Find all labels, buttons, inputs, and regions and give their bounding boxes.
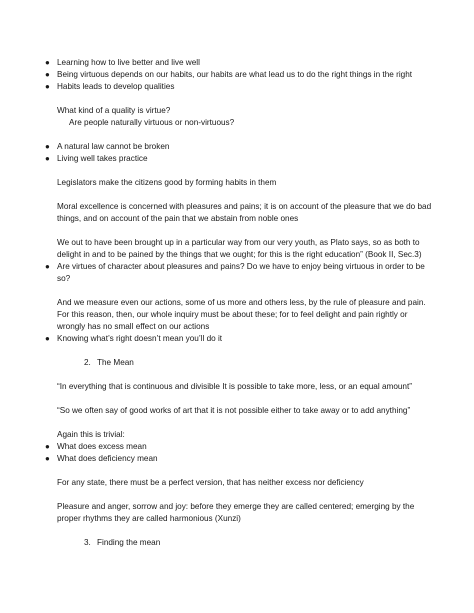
- list-item: ● Living well takes practice: [45, 154, 148, 163]
- section-heading-finding: [57, 537, 434, 549]
- naturally-question: Are people naturally virtuous or non-virtuous?: [69, 118, 235, 127]
- list-item: ● Learning how to live better and live well: [45, 58, 200, 67]
- bullet-icon: ●: [45, 70, 50, 79]
- moral-excellence-paragraph: Moral excellence is concerned with pleasures and pains; it is on account of the pleasure that we do bad things, and on account of the pain that we abstain from noble ones: [57, 202, 432, 223]
- section-number: 2.: [84, 358, 91, 367]
- bullet-icon: ●: [45, 154, 50, 163]
- bullet-list-knowing: [45, 333, 434, 345]
- legislators-paragraph: Legislators make the citizens good by forming habits in them: [57, 178, 277, 187]
- list-item: ● Habits leads to develop qualities: [45, 82, 175, 91]
- list-item: ● What does excess mean: [45, 442, 147, 451]
- list-item: ● Being virtuous depends on our habits, our habits are what lead us to do the right things in the right: [45, 70, 413, 79]
- bullet-list-trivial: [45, 441, 434, 465]
- trivial-paragraph: Again this is trivial:: [57, 430, 125, 439]
- quote-continuous: “In everything that is continuous and divisible It is possible to take more, less, or an equal amount”: [57, 382, 412, 391]
- brought-up-paragraph: We out to have been brought up in a particular way from our very youth, as Plato says, so as both to delight in and to be pained by the things that we ought; for this is the right education” (Book II, Sec.3): [57, 238, 422, 259]
- section-number: 3.: [84, 538, 91, 547]
- bullet-icon: ●: [45, 454, 50, 463]
- list-item: ● Knowing what’s right doesn’t mean you’ll do it: [45, 334, 223, 343]
- list-item: ● Are virtues of character about pleasures and pains? Do we have to enjoy being virtuous in order to be so?: [45, 262, 425, 283]
- quality-question: What kind of a quality is virtue?: [57, 106, 171, 115]
- list-item: ● A natural law cannot be broken: [45, 142, 170, 151]
- bullet-list-natural: [45, 141, 434, 165]
- bullet-list-character: [45, 261, 434, 285]
- bullet-icon: ●: [45, 58, 50, 67]
- list-item: ● What does deficiency mean: [45, 454, 158, 463]
- bullet-icon: ●: [45, 142, 50, 151]
- section-title: Finding the mean: [97, 538, 161, 547]
- bullet-icon: ●: [45, 334, 50, 343]
- quote-art: “So we often say of good works of art that it is not possible either to take away or to add anything”: [57, 406, 411, 415]
- bullet-icon: ●: [45, 82, 50, 91]
- section-heading-mean: [57, 357, 434, 369]
- bullet-icon: ●: [45, 442, 50, 451]
- bullet-icon: ●: [45, 262, 50, 271]
- section-title: The Mean: [97, 358, 134, 367]
- bullet-list-top: [45, 57, 434, 93]
- measure-paragraph: And we measure even our actions, some of us more and others less, by the rule of pleasure and pain. For this reason, then, our whole inquiry must be about these; for to feel delight and pain rightly or wrongly has no small effect on our actions: [57, 298, 426, 331]
- pleasure-anger-paragraph: Pleasure and anger, sorrow and joy: before they emerge they are called centered; emerging by the proper rhythms they are called harmonious (Xunzi): [57, 502, 415, 523]
- any-state-paragraph: For any state, there must be a perfect version, that has neither excess nor deficiency: [57, 478, 364, 487]
